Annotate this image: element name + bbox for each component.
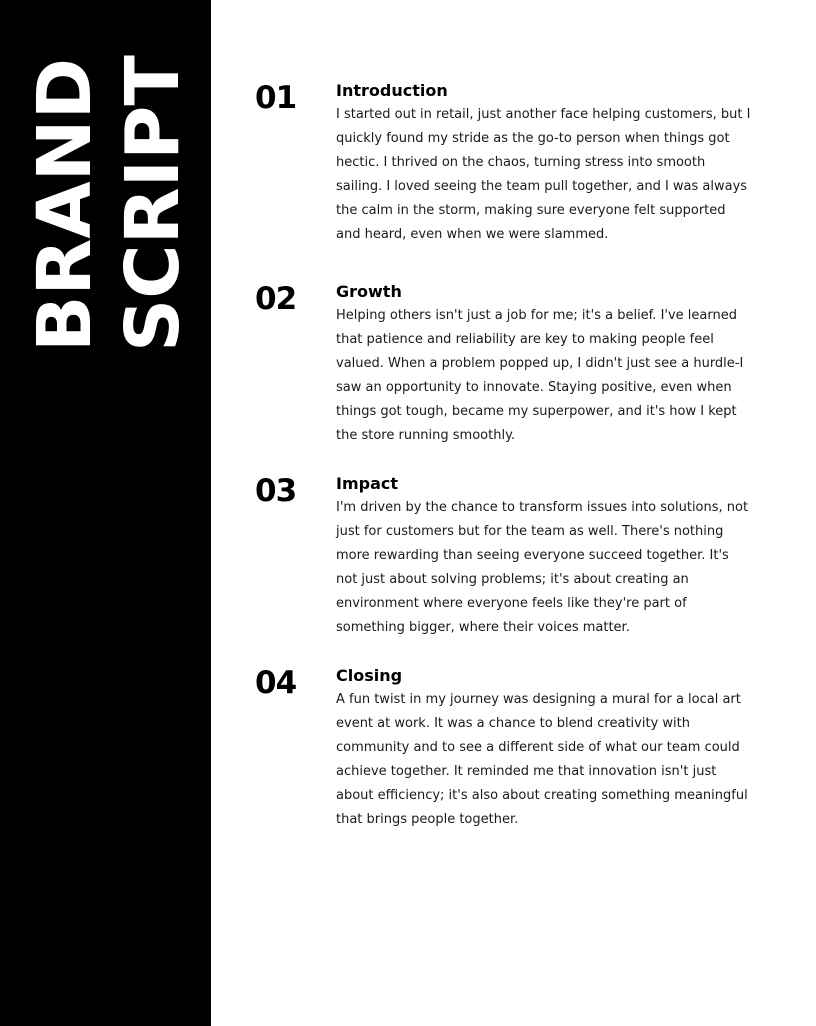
section-body: I started out in retail, just another face helping customers, but I quickly found my stride as the go-to person when things got hectic. I thrived on the chaos, turning stress into smooth sailing. I loved seeing the team pull together, and I was always the calm in the storm, making sure everyone felt supported and heard, even when we were slammed. [336,107,751,242]
section-number: 03 [255,473,297,509]
section-content [336,81,752,247]
title-script: SCRIPT [110,55,196,352]
section-number: 04 [255,665,297,701]
title-brand: BRAND [22,57,108,352]
section-heading: Growth [336,282,402,301]
section-body: A fun twist in my journey was designing a mural for a local art event at work. It was a chance to blend creativity with community and to see a different side of what our team could achieve together. It reminded me that innovation isn't just about efficiency; it's also about creating something meaningful that brings people together. [336,692,748,827]
section-content [336,666,752,832]
section-content [336,474,752,640]
sidebar-panel [0,0,211,1026]
section-heading: Introduction [336,81,448,100]
section-body: I'm driven by the chance to transform issues into solutions, not just for customers but for the team as well. There's nothing more rewarding than seeing everyone succeed together. It's not just about solving problems; it's about creating an environment where everyone feels like they're part of something bigger, where their voices matter. [336,500,749,635]
section-number: 01 [255,80,297,116]
section-body: Helping others isn't just a job for me; it's a belief. I've learned that patience and reliability are key to making people feel valued. When a problem popped up, I didn't just see a hurdle-I saw an opportunity to innovate. Staying positive, even when things got tough, became my superpower, and it's how I kept the store running smoothly. [336,308,744,443]
section-content [336,282,752,448]
section-heading: Closing [336,666,403,685]
section-heading: Impact [336,474,399,493]
section-number: 02 [255,281,297,317]
